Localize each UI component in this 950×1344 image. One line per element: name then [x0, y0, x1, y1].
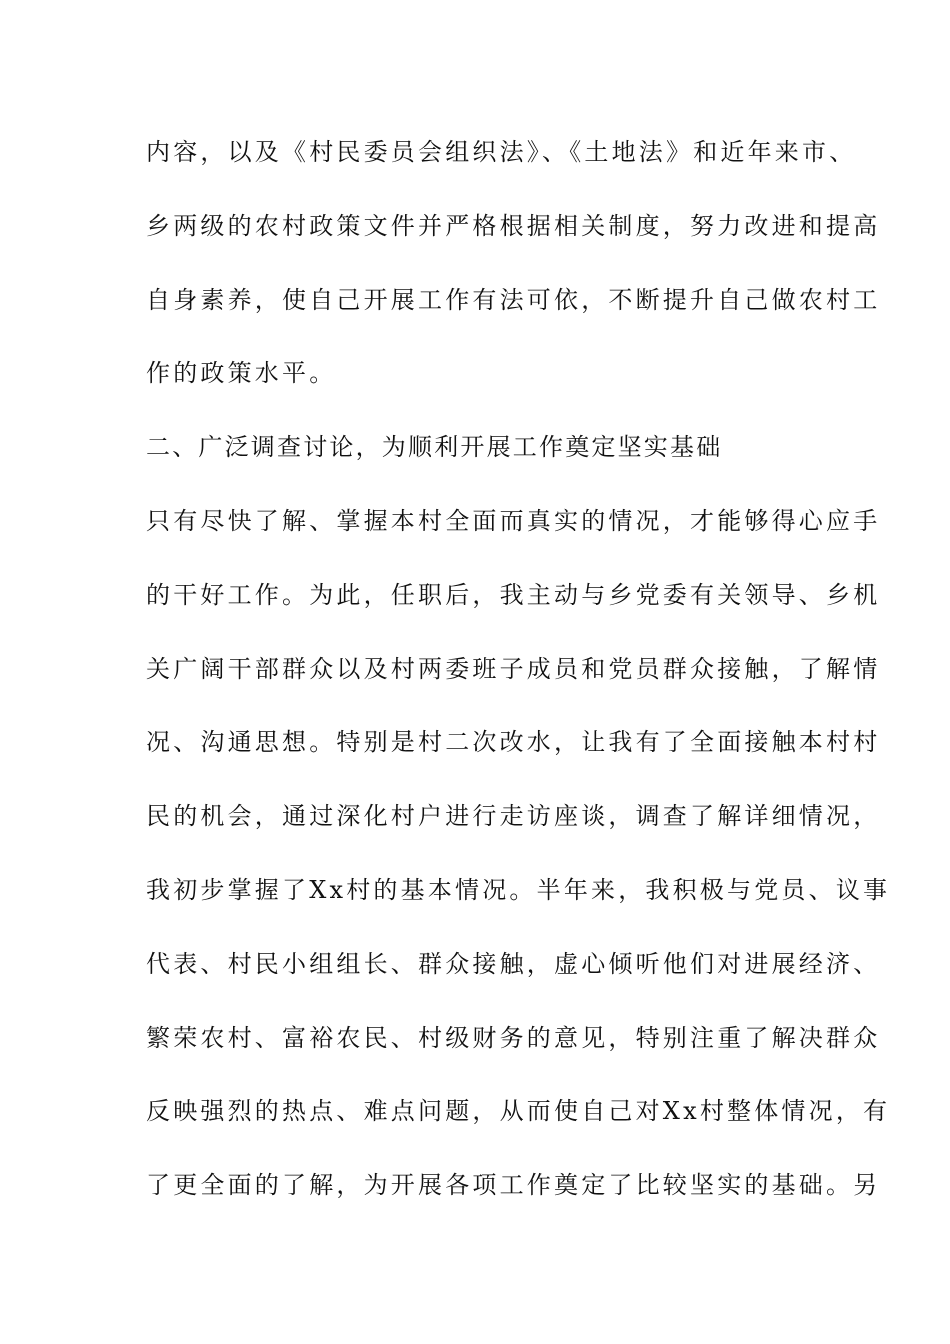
document-body [146, 128, 891, 1235]
text-line: 代表、村民小组组长、群众接触，虚心倾听他们对进展经济、 [146, 949, 881, 978]
text-line: 况、沟通思想。特别是村二次改水，让我有了全面接触本村村 [146, 728, 881, 757]
text-line: 繁荣农村、富裕农民、村级财务的意见，特别注重了解决群众 [146, 1023, 881, 1052]
text-line: 了更全面的了解，为开展各项工作奠定了比较坚实的基础。另 [146, 1171, 881, 1200]
text-line: 关广阔干部群众以及村两委班子成员和党员群众接触，了解情 [146, 654, 881, 683]
text-line: 民的机会，通过深化村户进行走访座谈，调查了解详细情况， [146, 802, 881, 831]
text-line: 作的政策水平。 [146, 359, 337, 388]
text-line: 乡两级的农村政策文件并严格根据相关制度，努力改进和提高 [146, 211, 881, 240]
text-line: 内容，以及《村民委员会组织法》、《土地法》和近年来市、 [146, 138, 857, 166]
text-line: 只有尽快了解、掌握本村全面而真实的情况，才能够得心应手 [146, 506, 881, 535]
text-line: 的干好工作。为此，任职后，我主动与乡党委有关领导、乡机 [146, 580, 881, 609]
text-line: 反映强烈的热点、难点问题，从而使自己对Xx村整体情况，有 [146, 1097, 891, 1126]
text-line: 自身素养，使自己开展工作有法可依，不断提升自己做农村工 [146, 285, 881, 314]
text-line: 我初步掌握了Xx村的基本情况。半年来，我积极与党员、议事 [146, 875, 891, 904]
section-heading: 二、广泛调查讨论，为顺利开展工作奠定坚实基础 [146, 433, 723, 462]
